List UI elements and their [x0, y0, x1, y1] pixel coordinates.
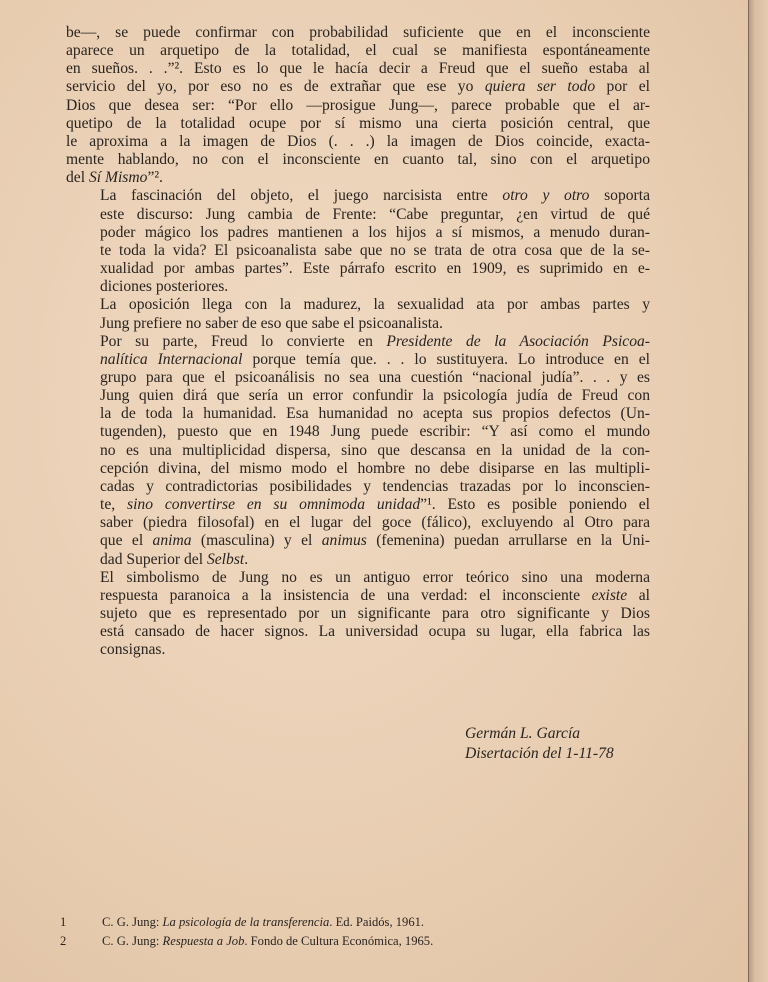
text-line: El simbolismo de Jung no es un antiguo error teórico sino una moderna [100, 568, 650, 586]
text-line: te, sino convertirse en su omnimoda unidad”¹. Esto es posible poniendo el [100, 496, 650, 514]
text-line: respuesta paranoica a la insistencia de una verdad: el inconsciente existe al [100, 586, 650, 604]
text-line: nalítica Internacional porque temía que. . . lo sustituyera. Lo introduce en el [100, 350, 650, 368]
text-line: en sueños. . .”². Esto es lo que le hacía decir a Freud que el sueño estaba al [66, 60, 650, 78]
text-line: Jung prefiere no saber de eso que sabe el psicoanalista. [100, 314, 443, 332]
text-line: este discurso: Jung cambia de Frente: “Cabe preguntar, ¿en virtud de qué [100, 205, 650, 223]
text-line: mente hablando, no con el inconsciente en cuanto tal, sino con el arquetipo [66, 151, 650, 169]
text-line: te toda la vida? El psicoanalista sabe que no se trata de otra cosa que de la se- [100, 241, 650, 259]
text-line: saber (piedra filosofal) en el lugar del goce (fálico), excluyendo al Otro para [100, 514, 650, 532]
dissertation-date: Disertación del 1-11-78 [465, 745, 614, 762]
text-line: cepción divina, del mismo modo el hombre no debe disiparse en las multipli- [100, 459, 650, 477]
footnote [60, 932, 580, 951]
body-text [66, 24, 650, 659]
text-line: xualidad por ambas partes”. Este párrafo escrito en 1909, es suprimido en e- [100, 260, 650, 278]
text-line: la de toda la humanidad. Esa humanidad no acepta sus propios defectos (Un- [100, 405, 650, 423]
text-line: Por su parte, Freud lo convierte en Presidente de la Asociación Psicoa- [100, 332, 650, 350]
footnote-number: 2 [60, 934, 67, 948]
text-line: be—, se puede confirmar con probabilidad suficiente que en el inconsciente [66, 24, 650, 41]
text-line: tugenden), puesto que en 1948 Jung puede escribir: “Y así como el mundo [100, 423, 650, 441]
footnote-number: 1 [60, 915, 67, 929]
text-line: quetipo de la totalidad ocupe por sí mismo una cierta posición central, que [66, 114, 650, 132]
paragraph [66, 187, 650, 296]
text-line: cadas y contradictorias posibilidades y tendencias trazadas por lo inconscien- [100, 477, 650, 495]
paragraph [66, 24, 650, 187]
author-name: Germán L. García [465, 725, 581, 742]
text-line: La oposición llega con la madurez, la sexualidad ata por ambas partes y [100, 296, 650, 314]
signature-block [465, 724, 614, 764]
footnote [60, 913, 580, 932]
text-line: Jung quien dirá que sería un error confundir la psicología judía de Freud con [100, 387, 650, 405]
text-line: Dios que desea ser: “Por ello —prosigue Jung—, parece probable que el ar- [66, 96, 650, 114]
text-line: poder mágico los padres mantienen a los hijos a sí mismos, a menudo duran- [100, 223, 650, 241]
text-line: dad Superior del Selbst. [100, 550, 249, 568]
text-line: le aproxima a la imagen de Dios (. . .) la imagen de Dios coincide, exacta- [66, 132, 650, 150]
text-line: grupo para que el psicoanálisis no sea una cuestión “nacional judía”. . . y es [100, 368, 650, 386]
text-line: La fascinación del objeto, el juego narcisista entre otro y otro soporta [100, 187, 650, 205]
paragraph [66, 333, 650, 569]
footnotes [60, 913, 580, 951]
text-line: diciones posteriores. [100, 278, 229, 296]
text-line: está cansado de hacer signos. La universidad ocupa su lugar, ella fabrica las [100, 623, 650, 641]
footnote-text: C. G. Jung: La psicología de la transferencia. Ed. Paidós, 1961. [102, 915, 425, 929]
text-line: sujeto que es representado por un significante para otro significante y Dios [100, 605, 650, 622]
paragraph [66, 296, 650, 332]
text-line: del Sí Mismo”². [66, 169, 163, 187]
text-line: aparece un arquetipo de la totalidad, el cual se manifiesta espontáneamente [66, 42, 650, 60]
text-line: que el anima (masculina) y el animus (femenina) puedan arrullarse en la Uni- [100, 532, 650, 550]
text-line: no es una multiplicidad dispersa, sino que descansa en la unidad de la con- [100, 441, 650, 459]
footnote-text: C. G. Jung: Respuesta a Job. Fondo de Cultura Económica, 1965. [102, 934, 434, 948]
page-edge [748, 0, 768, 982]
text-line: servicio del yo, por eso no es de extrañar que ese yo quiera ser todo por el [66, 78, 651, 96]
text-line: consignas. [100, 641, 166, 659]
paragraph [66, 569, 650, 660]
